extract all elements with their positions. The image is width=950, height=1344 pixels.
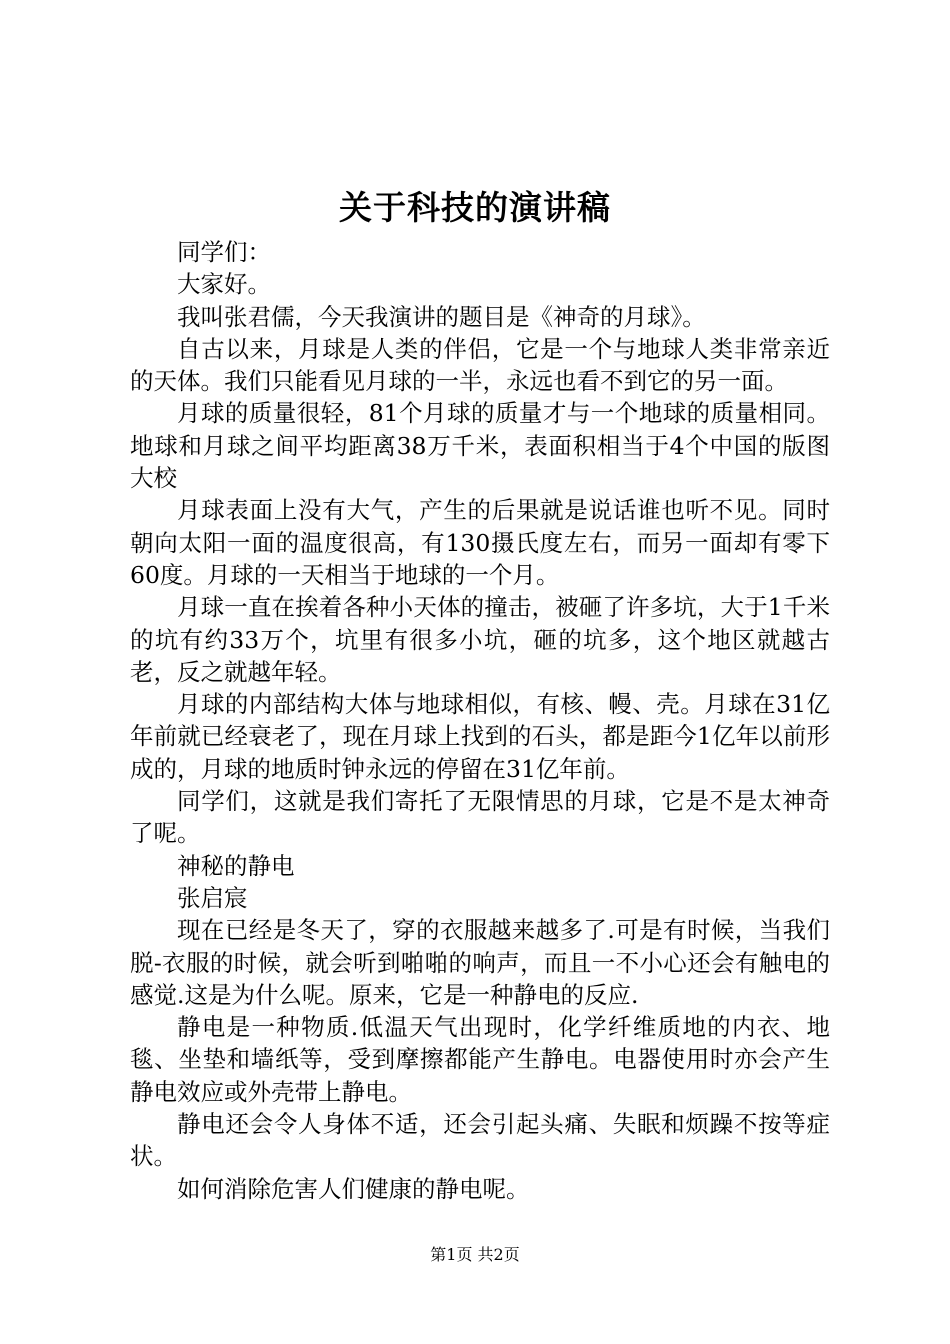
page-footer: 第1页 共2页 <box>430 1245 520 1264</box>
paragraph-moon-structure: 月球的内部结构大体与地球相似，有核、幔、壳。月球在31亿年前就已经衰老了，现在月球上找到的石头，都是距今1亿年以前形成的，月球的地质时钟永远的停留在31亿年前。 <box>130 690 830 783</box>
paragraph-static-matter: 静电是一种物质.低温天气出现时，化学纤维质地的内衣、地毯、坐垫和墙纸等，受到摩擦都能产生静电。电器使用时亦会产生静电效应或外壳带上静电。 <box>130 1013 830 1106</box>
paragraph-intro: 我叫张君儒，今天我演讲的题目是《神奇的月球》。 <box>177 302 706 331</box>
paragraph-moon-mass: 月球的质量很轻，81个月球的质量才与一个地球的质量相同。地球和月球之间平均距离38万千米，表面积相当于4个中国的版图大校 <box>130 399 830 493</box>
paragraph-moon-companion: 自古以来，月球是人类的伴侣，它是一个与地球人类非常亲近的天体。我们只能看见月球的一半，永远也看不到它的另一面。 <box>130 334 830 396</box>
paragraph-moon-conclusion: 同学们，这就是我们寄托了无限情思的月球，它是不是太神奇了呢。 <box>130 787 830 848</box>
paragraph-greeting: 同学们： <box>177 238 271 266</box>
paragraph-winter: 现在已经是冬天了，穿的衣服越来越多了.可是有时候，当我们脱-衣服的时候，就会听到啪啪的响声，而且一不小心还会有触电的感觉.这是为什么呢。原来，它是一种静电的反应. <box>130 916 830 1009</box>
paragraph-static-discomfort: 静电还会令人身体不适，还会引起头痛、失眠和烦躁不按等症状。 <box>130 1110 830 1171</box>
author-name: 张启宸 <box>177 883 248 912</box>
paragraph-static-question: 如何消除危害人们健康的静电呢。 <box>177 1174 530 1203</box>
document-title: 关于科技的演讲稿 <box>339 188 611 227</box>
subheading-static-electricity: 神秘的静电 <box>177 851 295 880</box>
paragraph-hello: 大家好。 <box>177 270 271 299</box>
paragraph-moon-atmosphere: 月球表面上没有大气，产生的后果就是说话谁也听不见。同时朝向太阳一面的温度很高，有130摄氏度左右，而另一面却有零下60度。月球的一天相当于地球的一个月。 <box>130 496 830 589</box>
paragraph-moon-craters: 月球一直在挨着各种小天体的撞击，被砸了许多坑，大于1千米的坑有约33万个，坑里有很多小坑，砸的坑多，这个地区就越古老，反之就越年轻。 <box>130 593 830 686</box>
document-body <box>130 236 830 1205</box>
